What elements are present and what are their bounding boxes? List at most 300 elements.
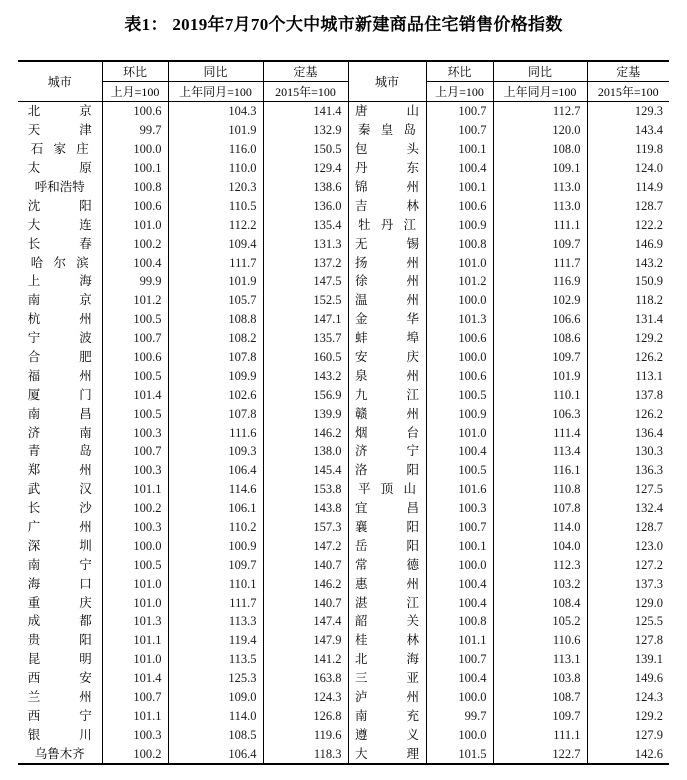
city-name-left <box>18 669 102 688</box>
city-name-right <box>348 555 426 574</box>
yoy-value-left: 111.6 <box>168 423 263 442</box>
yoy-value-right: 113.1 <box>493 650 587 669</box>
city-name-right <box>348 631 426 650</box>
city-label: 金 华 <box>355 311 419 327</box>
city-name-right <box>348 310 426 329</box>
base-value-right: 142.6 <box>587 744 669 764</box>
mom-value-left: 101.0 <box>102 215 168 234</box>
base-value-right: 123.0 <box>587 536 669 555</box>
base-value-left: 135.4 <box>263 215 348 234</box>
base-value-right: 124.0 <box>587 159 669 178</box>
city-name-left <box>18 688 102 707</box>
base-value-right: 137.3 <box>587 574 669 593</box>
table-row <box>18 744 669 764</box>
yoy-value-left: 110.2 <box>168 518 263 537</box>
base-value-left: 143.2 <box>263 366 348 385</box>
mom-value-right: 99.7 <box>426 707 493 726</box>
mom-value-right: 100.1 <box>426 140 493 159</box>
mom-value-left: 100.2 <box>102 234 168 253</box>
city-name-left <box>18 499 102 518</box>
city-name-right <box>348 253 426 272</box>
header-base-sub-left: 2015年=100 <box>263 82 348 102</box>
table-row <box>18 310 669 329</box>
mom-value-left: 100.7 <box>102 442 168 461</box>
city-label: 九 江 <box>355 386 419 402</box>
mom-value-left: 100.6 <box>102 348 168 367</box>
base-value-left: 147.9 <box>263 631 348 650</box>
yoy-value-right: 111.7 <box>493 253 587 272</box>
base-value-left: 118.3 <box>263 744 348 764</box>
mom-value-left: 100.1 <box>102 159 168 178</box>
city-label: 宜 昌 <box>355 500 419 516</box>
yoy-value-right: 104.0 <box>493 536 587 555</box>
city-label: 北 京 <box>27 103 92 119</box>
mom-value-right: 100.7 <box>426 518 493 537</box>
base-value-left: 152.5 <box>263 291 348 310</box>
base-value-right: 126.2 <box>587 348 669 367</box>
city-name-left <box>18 707 102 726</box>
base-value-right: 125.5 <box>587 612 669 631</box>
base-value-right: 124.3 <box>587 688 669 707</box>
base-value-right: 113.1 <box>587 366 669 385</box>
header-base-left: 定基 <box>263 61 348 82</box>
yoy-value-right: 108.7 <box>493 688 587 707</box>
table-row <box>18 518 669 537</box>
table-row <box>18 366 669 385</box>
mom-value-left: 100.8 <box>102 178 168 197</box>
base-value-right: 128.7 <box>587 196 669 215</box>
base-value-left: 136.0 <box>263 196 348 215</box>
city-name-left <box>18 461 102 480</box>
city-name-right <box>348 234 426 253</box>
city-label: 乌鲁木齐 <box>34 745 85 761</box>
city-label: 牡 丹 江 <box>358 216 416 232</box>
mom-value-left: 101.1 <box>102 631 168 650</box>
base-value-right: 136.3 <box>587 461 669 480</box>
city-label: 济 宁 <box>355 443 419 459</box>
yoy-value-left: 111.7 <box>168 253 263 272</box>
city-label: 锦 州 <box>355 179 419 194</box>
city-name-left <box>18 178 102 197</box>
base-value-right: 119.8 <box>587 140 669 159</box>
city-label: 青 岛 <box>27 443 92 459</box>
city-name-left <box>18 253 102 272</box>
mom-value-left: 100.0 <box>102 536 168 555</box>
yoy-value-right: 114.0 <box>493 518 587 537</box>
yoy-value-left: 113.3 <box>168 612 263 631</box>
base-value-left: 139.9 <box>263 404 348 423</box>
base-value-left: 135.7 <box>263 329 348 348</box>
header-city-left: 城市 <box>18 61 102 102</box>
mom-value-right: 100.3 <box>426 499 493 518</box>
table-row <box>18 536 669 555</box>
base-value-left: 153.8 <box>263 480 348 499</box>
base-value-right: 129.2 <box>587 329 669 348</box>
table-row <box>18 480 669 499</box>
city-name-right <box>348 366 426 385</box>
city-label: 武 汉 <box>27 481 92 497</box>
yoy-value-left: 108.5 <box>168 725 263 744</box>
base-value-left: 138.0 <box>263 442 348 461</box>
city-label: 包 头 <box>355 141 419 157</box>
city-label: 南 京 <box>27 292 92 308</box>
base-value-left: 150.5 <box>263 140 348 159</box>
yoy-value-left: 120.3 <box>168 178 263 197</box>
city-name-left <box>18 518 102 537</box>
city-name-left <box>18 593 102 612</box>
yoy-value-right: 109.7 <box>493 348 587 367</box>
base-value-right: 128.7 <box>587 518 669 537</box>
city-name-right <box>348 480 426 499</box>
city-name-left <box>18 574 102 593</box>
mom-value-left: 99.7 <box>102 121 168 140</box>
header-mom-sub-right: 上月=100 <box>426 82 493 102</box>
city-label: 泉 州 <box>355 367 419 383</box>
table-row <box>18 612 669 631</box>
city-label: 常 德 <box>355 556 419 572</box>
city-name-right <box>348 612 426 631</box>
yoy-value-right: 106.3 <box>493 404 587 423</box>
base-value-right: 129.2 <box>587 707 669 726</box>
table-title: 表1： 2019年7月70个大中城市新建商品住宅销售价格指数 <box>124 15 563 34</box>
city-label: 广 州 <box>27 519 92 535</box>
table-row <box>18 669 669 688</box>
yoy-value-left: 113.5 <box>168 650 263 669</box>
city-label: 长 沙 <box>27 500 92 516</box>
yoy-value-left: 105.7 <box>168 291 263 310</box>
city-name-left <box>18 159 102 178</box>
mom-value-right: 100.4 <box>426 574 493 593</box>
city-name-right <box>348 404 426 423</box>
base-value-left: 124.3 <box>263 688 348 707</box>
city-label: 哈 尔 滨 <box>30 254 89 270</box>
mom-value-right: 100.6 <box>426 196 493 215</box>
city-name-left <box>18 215 102 234</box>
base-value-right: 127.5 <box>587 480 669 499</box>
city-label: 遵 义 <box>355 726 419 742</box>
mom-value-left: 101.2 <box>102 291 168 310</box>
yoy-value-right: 101.9 <box>493 366 587 385</box>
yoy-value-left: 125.3 <box>168 669 263 688</box>
city-name-right <box>348 688 426 707</box>
mom-value-right: 100.9 <box>426 215 493 234</box>
mom-value-left: 100.3 <box>102 518 168 537</box>
city-name-right <box>348 348 426 367</box>
mom-value-right: 100.4 <box>426 159 493 178</box>
yoy-value-left: 100.9 <box>168 536 263 555</box>
yoy-value-left: 119.4 <box>168 631 263 650</box>
mom-value-right: 101.6 <box>426 480 493 499</box>
mom-value-right: 101.0 <box>426 423 493 442</box>
header-yoy-right: 同比 <box>493 61 587 82</box>
base-value-right: 150.9 <box>587 272 669 291</box>
city-label: 三 亚 <box>355 670 419 686</box>
city-label: 郑 州 <box>27 462 92 478</box>
city-label: 济 南 <box>27 424 92 440</box>
table-row <box>18 178 669 197</box>
mom-value-right: 101.5 <box>426 744 493 764</box>
base-value-left: 141.2 <box>263 650 348 669</box>
yoy-value-right: 110.8 <box>493 480 587 499</box>
mom-value-right: 100.0 <box>426 348 493 367</box>
table-body <box>18 102 669 765</box>
base-value-right: 143.2 <box>587 253 669 272</box>
mom-value-right: 100.5 <box>426 461 493 480</box>
city-label: 韶 关 <box>355 613 419 629</box>
mom-value-left: 100.6 <box>102 102 168 121</box>
mom-value-left: 100.5 <box>102 310 168 329</box>
yoy-value-right: 111.4 <box>493 423 587 442</box>
base-value-right: 132.4 <box>587 499 669 518</box>
city-label: 沈 阳 <box>27 197 92 213</box>
table-row <box>18 102 669 121</box>
base-value-left: 131.3 <box>263 234 348 253</box>
table-row <box>18 159 669 178</box>
yoy-value-right: 113.4 <box>493 442 587 461</box>
city-name-right <box>348 461 426 480</box>
mom-value-left: 101.3 <box>102 612 168 631</box>
mom-value-right: 100.1 <box>426 536 493 555</box>
yoy-value-right: 112.7 <box>493 102 587 121</box>
city-name-right <box>348 499 426 518</box>
yoy-value-right: 116.1 <box>493 461 587 480</box>
city-name-left <box>18 442 102 461</box>
mom-value-left: 100.6 <box>102 196 168 215</box>
yoy-value-right: 109.1 <box>493 159 587 178</box>
city-label: 昆 明 <box>27 651 92 667</box>
base-value-left: 138.6 <box>263 178 348 197</box>
city-label: 秦 皇 岛 <box>358 122 416 138</box>
mom-value-left: 100.3 <box>102 725 168 744</box>
base-value-left: 119.6 <box>263 725 348 744</box>
city-label: 大 理 <box>355 745 419 761</box>
base-value-right: 126.2 <box>587 404 669 423</box>
city-name-left <box>18 404 102 423</box>
base-value-left: 160.5 <box>263 348 348 367</box>
yoy-value-left: 111.7 <box>168 593 263 612</box>
city-name-left <box>18 272 102 291</box>
city-label: 惠 州 <box>355 575 419 591</box>
city-label: 洛 阳 <box>355 462 419 478</box>
yoy-value-left: 109.4 <box>168 234 263 253</box>
city-label: 湛 江 <box>355 594 419 610</box>
city-name-right <box>348 574 426 593</box>
city-name-left <box>18 631 102 650</box>
city-label: 西 安 <box>27 670 92 686</box>
table-row <box>18 442 669 461</box>
base-value-left: 137.2 <box>263 253 348 272</box>
city-name-right <box>348 650 426 669</box>
city-label: 温 州 <box>355 292 419 308</box>
city-label: 丹 东 <box>355 160 419 176</box>
base-value-right: 136.4 <box>587 423 669 442</box>
yoy-value-left: 109.3 <box>168 442 263 461</box>
yoy-value-right: 108.6 <box>493 329 587 348</box>
base-value-left: 129.4 <box>263 159 348 178</box>
city-name-right <box>348 102 426 121</box>
city-name-left <box>18 366 102 385</box>
base-value-left: 140.7 <box>263 555 348 574</box>
mom-value-left: 100.0 <box>102 140 168 159</box>
base-value-left: 163.8 <box>263 669 348 688</box>
city-label: 北 海 <box>355 651 419 667</box>
city-name-left <box>18 536 102 555</box>
yoy-value-left: 104.3 <box>168 102 263 121</box>
mom-value-left: 100.3 <box>102 461 168 480</box>
city-label: 大 连 <box>27 216 92 232</box>
yoy-value-right: 110.1 <box>493 385 587 404</box>
mom-value-left: 101.4 <box>102 669 168 688</box>
yoy-value-right: 109.7 <box>493 234 587 253</box>
yoy-value-left: 107.8 <box>168 348 263 367</box>
base-value-right: 129.0 <box>587 593 669 612</box>
mom-value-right: 100.4 <box>426 442 493 461</box>
mom-value-right: 101.2 <box>426 272 493 291</box>
table-row <box>18 121 669 140</box>
city-label: 重 庆 <box>27 594 92 610</box>
base-value-right: 143.4 <box>587 121 669 140</box>
mom-value-right: 100.4 <box>426 669 493 688</box>
city-label: 成 都 <box>27 613 92 629</box>
header-mom-left: 环比 <box>102 61 168 82</box>
header-base-sub-right: 2015年=100 <box>587 82 669 102</box>
mom-value-right: 100.9 <box>426 404 493 423</box>
mom-value-left: 101.1 <box>102 707 168 726</box>
yoy-value-left: 109.0 <box>168 688 263 707</box>
mom-value-right: 100.8 <box>426 234 493 253</box>
city-label: 岳 阳 <box>355 537 419 553</box>
base-value-left: 141.4 <box>263 102 348 121</box>
city-label: 桂 林 <box>355 632 419 648</box>
header-base-right: 定基 <box>587 61 669 82</box>
yoy-value-left: 106.1 <box>168 499 263 518</box>
base-value-left: 157.3 <box>263 518 348 537</box>
yoy-value-left: 106.4 <box>168 461 263 480</box>
table-row <box>18 234 669 253</box>
city-label: 襄 阳 <box>355 519 419 535</box>
city-name-right <box>348 291 426 310</box>
city-label: 天 津 <box>27 122 92 138</box>
yoy-value-left: 101.9 <box>168 121 263 140</box>
yoy-value-right: 111.1 <box>493 725 587 744</box>
table-row <box>18 461 669 480</box>
table-row <box>18 272 669 291</box>
table-row <box>18 348 669 367</box>
city-name-right <box>348 385 426 404</box>
city-label: 深 圳 <box>27 537 92 553</box>
city-name-left <box>18 423 102 442</box>
mom-value-left: 100.5 <box>102 404 168 423</box>
city-name-right <box>348 442 426 461</box>
mom-value-left: 100.4 <box>102 253 168 272</box>
city-label: 呼和浩特 <box>34 179 85 194</box>
city-label: 蚌 埠 <box>355 330 419 346</box>
yoy-value-right: 107.8 <box>493 499 587 518</box>
city-name-left <box>18 196 102 215</box>
mom-value-right: 100.4 <box>426 593 493 612</box>
mom-value-right: 100.5 <box>426 385 493 404</box>
city-label: 厦 门 <box>27 386 92 402</box>
base-value-right: 146.9 <box>587 234 669 253</box>
city-name-right <box>348 215 426 234</box>
mom-value-right: 101.1 <box>426 631 493 650</box>
table-row <box>18 725 669 744</box>
city-label: 宁 波 <box>27 330 92 346</box>
city-name-right <box>348 518 426 537</box>
city-name-left <box>18 310 102 329</box>
yoy-value-left: 108.2 <box>168 329 263 348</box>
mom-value-right: 100.6 <box>426 366 493 385</box>
yoy-value-left: 116.0 <box>168 140 263 159</box>
mom-value-left: 101.0 <box>102 574 168 593</box>
yoy-value-right: 120.0 <box>493 121 587 140</box>
city-label: 南 充 <box>355 707 419 723</box>
city-name-right <box>348 121 426 140</box>
yoy-value-right: 113.0 <box>493 196 587 215</box>
city-label: 赣 州 <box>355 405 419 421</box>
mom-value-left: 100.7 <box>102 329 168 348</box>
yoy-value-right: 106.6 <box>493 310 587 329</box>
table-row <box>18 329 669 348</box>
base-value-right: 130.3 <box>587 442 669 461</box>
mom-value-right: 100.0 <box>426 291 493 310</box>
yoy-value-left: 102.6 <box>168 385 263 404</box>
city-label: 平 顶 山 <box>358 481 416 497</box>
table-row <box>18 196 669 215</box>
city-name-right <box>348 423 426 442</box>
city-name-left <box>18 650 102 669</box>
city-label: 扬 州 <box>355 254 419 270</box>
city-label: 烟 台 <box>355 424 419 440</box>
yoy-value-right: 103.8 <box>493 669 587 688</box>
table-row <box>18 385 669 404</box>
city-label: 贵 阳 <box>27 632 92 648</box>
header-row-sub <box>18 82 669 102</box>
header-row-main <box>18 61 669 82</box>
base-value-left: 147.1 <box>263 310 348 329</box>
yoy-value-right: 108.4 <box>493 593 587 612</box>
mom-value-right: 101.3 <box>426 310 493 329</box>
city-label: 南 宁 <box>27 556 92 572</box>
yoy-value-right: 116.9 <box>493 272 587 291</box>
city-name-left <box>18 140 102 159</box>
city-name-left <box>18 555 102 574</box>
table-row <box>18 404 669 423</box>
city-name-right <box>348 744 426 764</box>
header-mom-sub-left: 上月=100 <box>102 82 168 102</box>
city-label: 石 家 庄 <box>30 141 89 157</box>
yoy-value-left: 106.4 <box>168 744 263 764</box>
city-name-left <box>18 102 102 121</box>
base-value-left: 147.5 <box>263 272 348 291</box>
city-name-right <box>348 536 426 555</box>
header-yoy-sub-right: 上年同月=100 <box>493 82 587 102</box>
mom-value-left: 100.2 <box>102 744 168 764</box>
base-value-left: 147.4 <box>263 612 348 631</box>
mom-value-right: 100.0 <box>426 555 493 574</box>
yoy-value-right: 122.7 <box>493 744 587 764</box>
city-label: 兰 州 <box>27 689 92 705</box>
city-label: 南 昌 <box>27 405 92 421</box>
city-name-left <box>18 121 102 140</box>
city-name-left <box>18 329 102 348</box>
yoy-value-left: 109.7 <box>168 555 263 574</box>
yoy-value-right: 105.2 <box>493 612 587 631</box>
yoy-value-right: 110.6 <box>493 631 587 650</box>
yoy-value-right: 111.1 <box>493 215 587 234</box>
mom-value-right: 100.6 <box>426 329 493 348</box>
base-value-left: 146.2 <box>263 423 348 442</box>
